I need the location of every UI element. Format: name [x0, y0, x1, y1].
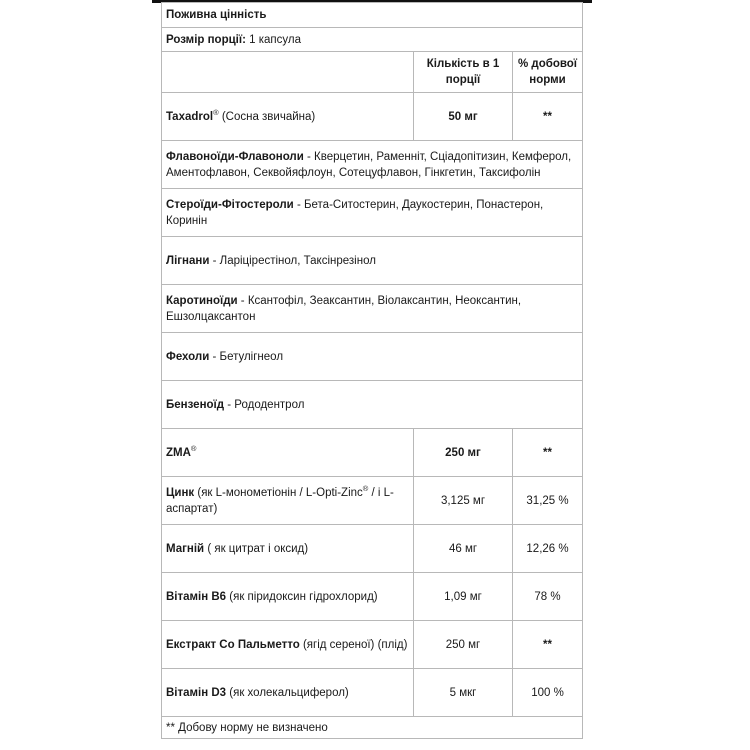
ingredient-note: (ягід сереної) (плід)	[299, 638, 408, 651]
table-row	[162, 477, 583, 525]
serving-size	[162, 28, 583, 52]
dv-cell: 12,26 %	[513, 525, 583, 573]
ingredient-name: Магній	[166, 542, 205, 555]
group-name: Каротиноїди	[166, 294, 238, 307]
header-amount: Кількість в 1 порції	[414, 52, 513, 93]
amount-cell: 50 мг	[414, 93, 513, 141]
group-text: - Кверцетин, Раменніт, Сціадопітизин, Кемферол, Аментофлавон, Секвойяфлоун, Сотецуфлавон, Гінкгетин, Таксифолін	[166, 150, 572, 179]
ingredient-note: (як піридоксин гідрохлорид)	[226, 590, 378, 603]
ingredient-cell	[162, 525, 414, 573]
table-row	[162, 621, 583, 669]
ingredient-note: (як холекальциферол)	[226, 686, 349, 699]
serving-row	[162, 28, 583, 52]
group-name: Стероїди-Фітостероли	[166, 198, 294, 211]
ingredient-note: (як L-монометіонін / L-Opti-Zinc	[194, 486, 363, 499]
nutrition-facts-table	[161, 2, 583, 739]
footnote-row	[162, 717, 583, 739]
amount-cell: 3,125 мг	[414, 477, 513, 525]
ingredient-cell	[162, 621, 414, 669]
ingredient-name: Вітамін D3	[166, 686, 227, 699]
group-cell	[162, 189, 583, 237]
group-cell	[162, 237, 583, 285]
ingredient-name: Taxadrol	[166, 110, 214, 123]
registered-mark: ®	[190, 443, 197, 453]
ingredient-note: / і L-аспартат)	[166, 486, 394, 515]
ingredient-name: Цинк	[166, 486, 195, 499]
table-row	[162, 237, 583, 285]
group-cell	[162, 381, 583, 429]
dv-cell: **	[513, 93, 583, 141]
header-row	[162, 52, 583, 93]
table-row	[162, 381, 583, 429]
serving-value: 1 капсула	[249, 33, 301, 46]
header-blank	[162, 52, 414, 93]
registered-mark: ®	[213, 107, 219, 117]
registered-mark: ®	[362, 483, 369, 493]
group-text: - Бетулігнеол	[209, 350, 284, 363]
amount-cell: 250 мг	[414, 621, 513, 669]
table-row	[162, 573, 583, 621]
group-name: Фехоли	[166, 350, 210, 363]
dv-cell: 78 %	[513, 573, 583, 621]
dv-cell: 31,25 %	[513, 477, 583, 525]
title-row	[162, 3, 583, 28]
amount-cell: 250 мг	[414, 429, 513, 477]
group-text: - Ксантофіл, Зеаксантин, Віолаксантин, Неоксантин, Ешзолцаксантон	[166, 294, 522, 323]
group-cell	[162, 141, 583, 189]
ingredient-note: ( як цитрат і оксид)	[204, 542, 309, 555]
table-title: Поживна цінність	[162, 3, 583, 28]
serving-label: Розмір порції:	[166, 33, 246, 46]
table-row	[162, 93, 583, 141]
table-row	[162, 669, 583, 717]
dv-cell: **	[513, 621, 583, 669]
table-row	[162, 429, 583, 477]
ingredient-cell	[162, 669, 414, 717]
ingredient-note: (Сосна звичайна)	[221, 110, 316, 123]
dv-cell: 100 %	[513, 669, 583, 717]
group-name: Лігнани	[166, 254, 210, 267]
dv-cell: **	[513, 429, 583, 477]
ingredient-cell	[162, 429, 414, 477]
ingredient-name: Вітамін В6	[166, 590, 227, 603]
table-row	[162, 525, 583, 573]
amount-cell: 1,09 мг	[414, 573, 513, 621]
amount-cell: 5 мкг	[414, 669, 513, 717]
header-dv: % добової норми	[513, 52, 583, 93]
group-cell	[162, 285, 583, 333]
group-cell	[162, 333, 583, 381]
group-name: Бензеноїд	[166, 398, 225, 411]
group-text: - Рододентрол	[224, 398, 305, 411]
table-row	[162, 141, 583, 189]
ingredient-name: Екстракт Со Пальметто	[166, 638, 300, 651]
group-name: Флавоноїди-Флавоноли	[166, 150, 304, 163]
ingredient-cell	[162, 477, 414, 525]
group-text: - Ларіцірестінол, Таксінрезінол	[209, 254, 376, 267]
table-row	[162, 333, 583, 381]
table-row	[162, 189, 583, 237]
table-row	[162, 285, 583, 333]
group-text: - Бета-Ситостерин, Даукостерин, Понастерон, Коринін	[166, 198, 544, 227]
ingredient-cell	[162, 573, 414, 621]
amount-cell: 46 мг	[414, 525, 513, 573]
footnote: ** Добову норму не визначено	[162, 717, 583, 739]
ingredient-name: ZMA	[166, 446, 191, 459]
ingredient-cell	[162, 93, 414, 141]
